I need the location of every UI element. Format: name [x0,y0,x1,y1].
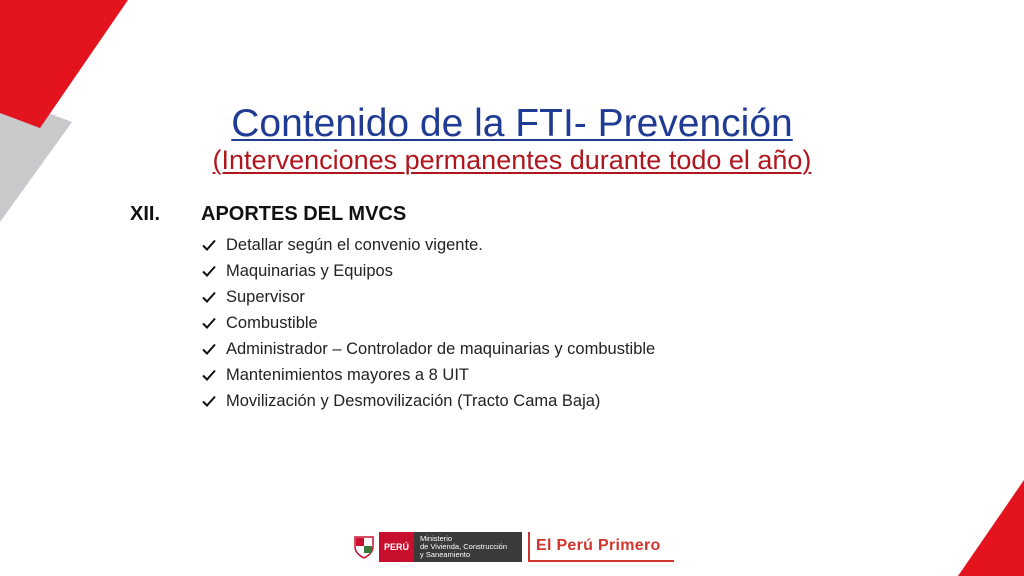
shield-icon [353,534,375,560]
slide-subtitle: (Intervenciones permanentes durante todo el año) [212,145,812,175]
ministry-line-2: de Vivienda, Construcción [420,542,508,551]
list-item-text: Mantenimientos mayores a 8 UIT [226,365,470,384]
section-heading: APORTES DEL MVCS [201,203,407,225]
list-item-text: Combustible [226,313,318,332]
list-item [201,336,655,362]
checkmark-icon [201,263,217,279]
checkmark-icon [201,289,217,305]
checkmark-icon [201,315,217,331]
ministry-line-1: Ministerio [420,534,453,543]
list-item [201,284,655,310]
bullet-list [201,232,655,414]
ministry-logo [353,532,522,562]
list-item [201,232,655,258]
slide-title: Contenido de la FTI- Prevención [231,102,793,145]
slogan-logo: El Perú Primero [528,532,674,562]
red-triangle-bottom-right [958,480,1024,576]
list-item-text: Administrador – Controlador de maquinarias y combustible [226,339,656,358]
peru-label: PERÚ [379,532,414,562]
checkmark-icon [201,341,217,357]
list-item-text: Detallar según el convenio vigente. [226,235,483,254]
ministry-line-3: y Saneamiento [420,550,471,559]
list-item [201,388,655,414]
list-item [201,258,655,284]
checkmark-icon [201,237,217,253]
list-item [201,310,655,336]
section-number: XII. [130,203,161,225]
checkmark-icon [201,393,217,409]
ministry-name [414,532,522,562]
list-item-text: Movilización y Desmovilización (Tracto Cama Baja) [226,391,601,410]
list-item-text: Supervisor [226,287,305,306]
list-item-text: Maquinarias y Equipos [226,261,393,280]
checkmark-icon [201,367,217,383]
list-item [201,362,655,388]
